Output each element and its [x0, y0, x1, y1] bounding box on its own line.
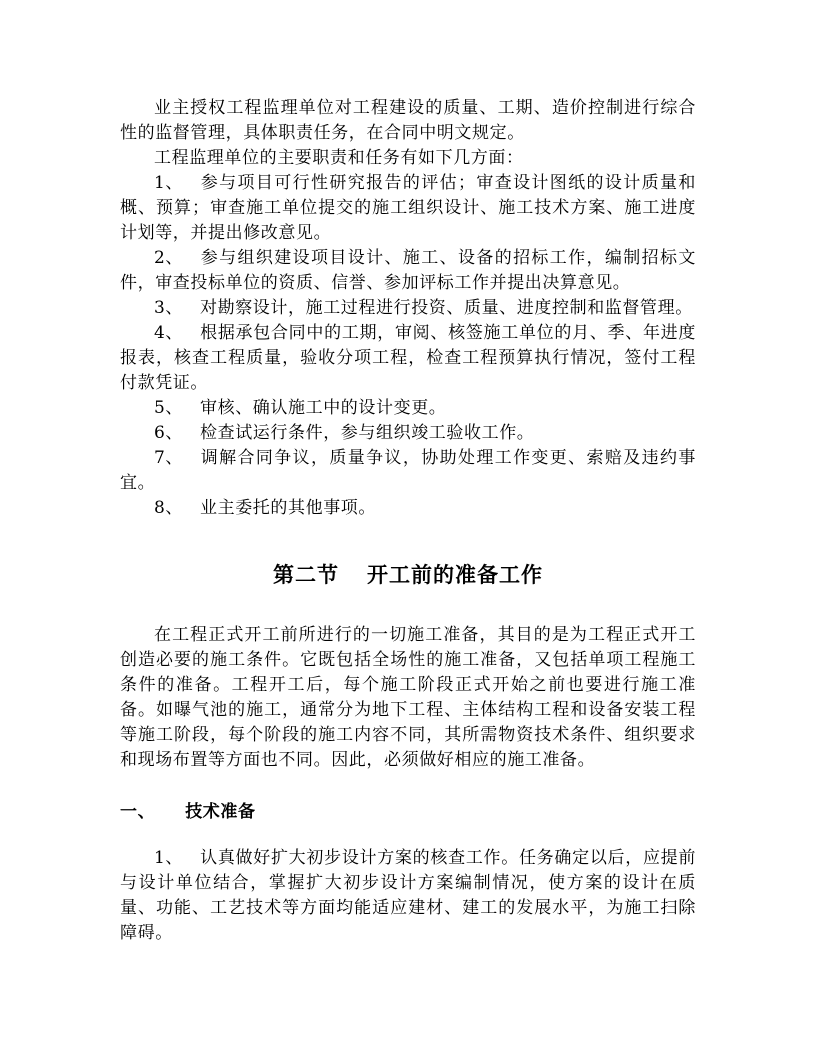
duties-intro: 工程监理单位的主要职责和任务有如下几方面： — [154, 148, 524, 168]
item-text: 根据承包合同中的工期，审阅、核签施工单位的月、季、年进度报表，核查工程质量，验收分项工程，检查工程预算执行情况，签付工程付款凭证。 — [120, 323, 696, 393]
item-text: 审核、确认施工中的设计变更。 — [200, 398, 447, 418]
section-title: 开工前的准备工作 — [367, 563, 543, 587]
item-number: 5、 — [154, 398, 184, 418]
item-number: 1、 — [154, 848, 184, 868]
item-number: 7、 — [154, 448, 184, 468]
list-item — [120, 846, 696, 946]
subsection-heading — [120, 797, 696, 822]
item-number: 6、 — [154, 423, 184, 443]
subsection-title: 技术准备 — [185, 802, 256, 822]
list-item — [120, 321, 696, 396]
item-number: 4、 — [154, 323, 184, 343]
subsection-number: 一、 — [120, 802, 156, 822]
item-text: 调解合同争议，质量争议，协助处理工作变更、索赔及违约事宜。 — [120, 448, 696, 493]
document-page — [120, 96, 696, 946]
intro-paragraph: 业主授权工程监理单位对工程建设的质量、工期、造价控制进行综合性的监督管理，具体职责任务，在合同中明文规定。 — [120, 98, 696, 143]
item-number: 2、 — [154, 248, 184, 268]
item-number: 8、 — [154, 498, 184, 518]
section-heading — [120, 559, 696, 589]
tech-list — [120, 846, 696, 946]
section-paragraph: 在工程正式开工前所进行的一切施工准备，其目的是为工程正式开工创造必要的施工条件。它既包括全场性的施工准备，又包括单项工程施工条件的准备。工程开工后，每个施工阶段正式开始之前也要进行施工准备。如曝气池的施工，通常分为地下工程、主体结构工程和设备安装工程等施工阶段，每个阶段的施工内容不同，其所需物资技术条件、组织要求和现场布置等方面也不同。因此，必须做好相应的施工准备。 — [120, 625, 696, 770]
list-item — [120, 296, 696, 321]
item-text: 检查试运行条件，参与组织竣工验收工作。 — [200, 423, 535, 443]
item-number: 3、 — [154, 298, 184, 318]
list-item — [120, 421, 696, 446]
list-item — [120, 171, 696, 246]
list-item — [120, 246, 696, 296]
item-text: 参与项目可行性研究报告的评估；审查设计图纸的设计质量和概、预算；审查施工单位提交的施工组织设计、施工技术方案、施工进度计划等，并提出修改意见。 — [120, 173, 696, 243]
item-text: 对勘察设计，施工过程进行投资、质量、进度控制和监督管理。 — [200, 298, 693, 318]
item-number: 1、 — [154, 173, 184, 193]
duties-list — [120, 171, 696, 521]
item-text: 参与组织建设项目设计、施工、设备的招标工作，编制招标文件，审查投标单位的资质、信誉、参加评标工作并提出决算意见。 — [120, 248, 696, 293]
item-text: 认真做好扩大初步设计方案的核查工作。任务确定以后，应提前与设计单位结合，掌握扩大初步设计方案编制情况，使方案的设计在质量、功能、工艺技术等方面均能适应建材、建工的发展水平，为施工扫除障碍。 — [120, 848, 696, 943]
section-label: 第二节 — [273, 563, 339, 587]
list-item — [120, 496, 696, 521]
list-item — [120, 446, 696, 496]
list-item — [120, 396, 696, 421]
item-text: 业主委托的其他事项。 — [200, 498, 376, 518]
